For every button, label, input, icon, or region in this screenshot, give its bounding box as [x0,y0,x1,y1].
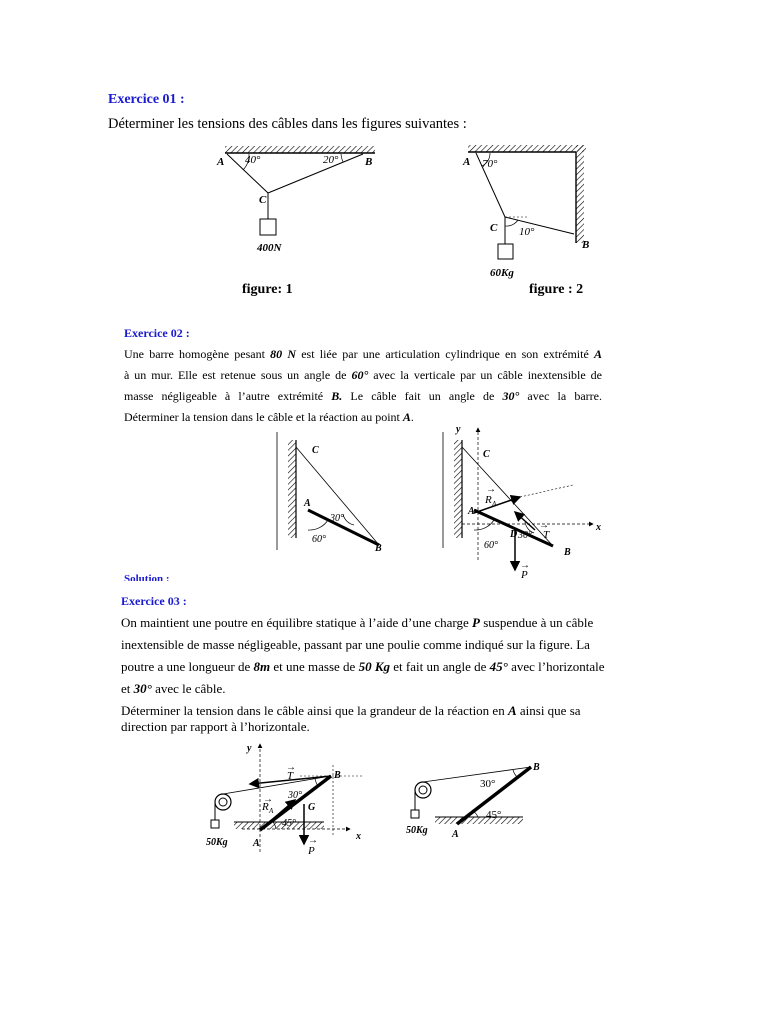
figure-1-caption: figure: 1 [242,282,293,297]
label-a: A [463,156,471,168]
exercise-2-figure-left [272,432,392,554]
svg-text:R: R [262,801,269,813]
svg-text:45°: 45° [282,818,296,829]
figure-2-caption: figure : 2 [529,282,584,297]
exercise-3-line-4: et 30° avec le câble. [121,681,226,696]
exercise-3-line-5: Déterminer la tension dans le câble ainsi que la grandeur de la réaction en A ainsi que sa [121,703,581,718]
svg-text:50Kg: 50Kg [206,837,228,848]
angle-20: 20° [323,154,339,166]
svg-text:→: → [286,762,296,773]
svg-text:y: y [456,424,461,435]
exercise-2-line-3: masse négligeable à l’autre extrémité B. Le câble fait un angle de 30° avec la barre. [124,389,602,403]
svg-text:50Kg: 50Kg [406,825,428,836]
svg-text:C: C [483,449,490,460]
angle-10: 10° [519,226,535,238]
exercise-2-line-4: Déterminer la tension dans le câble et la réaction au point A. [124,410,414,424]
svg-text:P: P [521,569,528,581]
svg-text:60°: 60° [312,534,326,545]
exercise-2-line-2: à un mur. Elle est retenue sous un angle de 60° avec la verticale par un câble inextensible de [124,368,602,382]
load-box [260,219,276,235]
svg-text:→: → [539,520,549,531]
label-c: C [259,194,267,206]
svg-text:D: D [510,529,518,540]
label-b: B [582,239,590,251]
exercise-1-title: Exercice 01 : [108,92,185,107]
svg-text:→: → [520,560,530,571]
svg-text:45°: 45° [486,809,502,821]
label-c: C [490,222,498,234]
exercise-3-line-2: inextensible de masse négligeable, passant par une poulie comme indiqué sur la figure. La [121,637,590,652]
load-label: 400N [257,242,282,254]
exercise-1-instruction: Déterminer les tensions des câbles dans les figures suivantes : [108,116,467,132]
cable-bc [268,154,363,193]
svg-text:A: A [304,498,311,509]
cut-off-solution-heading: Solution : [124,573,170,581]
svg-text:B: B [533,762,540,773]
svg-text:B: B [564,547,571,558]
exercise-3-figure-right [400,755,550,840]
exercise-2-title: Exercice 02 : [124,326,190,340]
angle-40: 40° [245,154,261,166]
exercise-3-line-3: poutre a une longueur de 8m et une masse de 50 Kg et fait un angle de 45° avec l’horizontale [121,659,605,674]
figure-2-diagram [458,140,598,280]
svg-text:T: T [287,770,294,782]
angle-70: 70° [482,158,498,170]
svg-text:30°: 30° [518,530,532,541]
label-a: A [217,156,225,168]
figure-1-diagram [215,140,385,258]
svg-text:R: R [485,494,492,506]
ceiling-hatch [225,146,375,153]
svg-text:→: → [308,835,318,846]
svg-text:A: A [468,506,475,517]
exercise-3-title: Exercice 03 : [121,594,187,608]
svg-text:→: → [486,484,496,495]
svg-text:A: A [269,807,274,815]
svg-text:A: A [253,838,260,849]
svg-text:A: A [452,829,459,840]
svg-text:B: B [334,770,341,781]
exercise-3-line-6: direction par rapport à l’horizontale. [121,719,310,734]
svg-text:30°: 30° [288,790,302,801]
svg-text:P: P [308,845,315,857]
svg-text:B: B [375,543,382,554]
svg-text:y: y [247,743,252,754]
exercise-3-line-1: On maintient une poutre en équilibre statique à l’aide d’une charge P suspendue à un câble [121,615,594,630]
exercise-3-figure-left [200,740,372,860]
svg-text:x: x [356,831,361,842]
svg-text:C: C [312,445,319,456]
svg-text:A: A [492,500,497,508]
svg-text:30°: 30° [480,778,496,790]
svg-text:x: x [596,522,601,533]
svg-text:T: T [543,529,550,541]
svg-text:30°: 30° [330,513,344,524]
load-label: 60Kg [490,267,514,279]
svg-text:G: G [308,802,316,813]
label-b: B [365,156,373,168]
exercise-2-line-1: Une barre homogène pesant 80 N est liée par une articulation cylindrique en son extrémité A [124,347,602,361]
svg-text:→: → [263,794,273,805]
svg-text:60°: 60° [484,540,498,551]
exercise-2-figure-right [438,420,610,582]
